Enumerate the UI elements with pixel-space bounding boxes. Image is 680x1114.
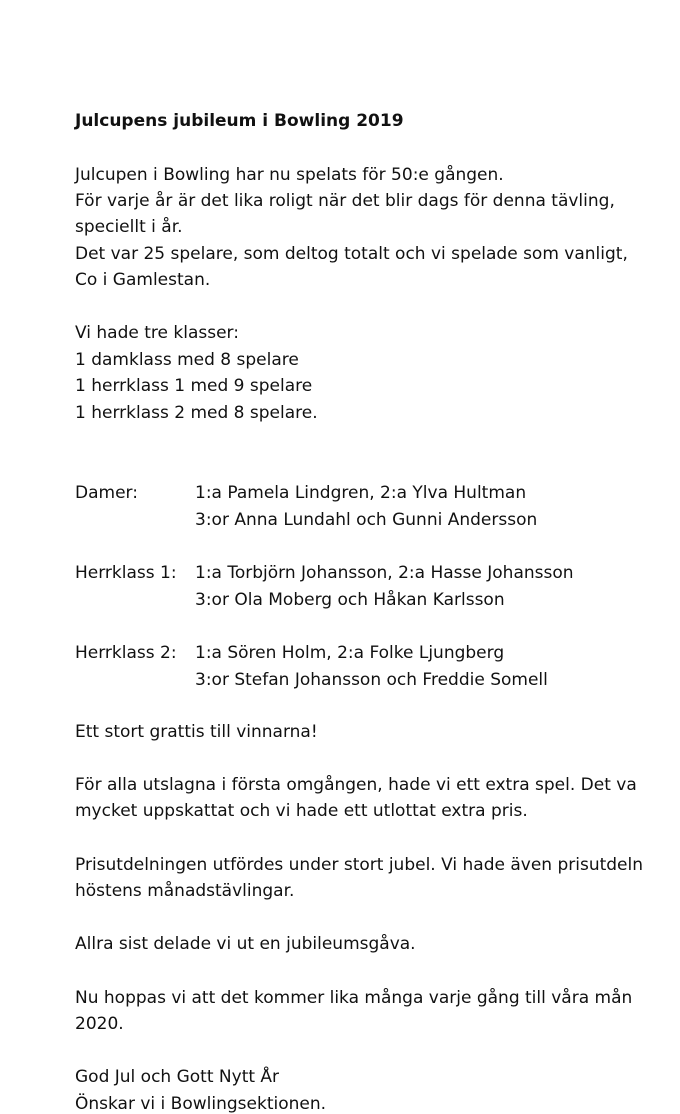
result-damer-second: 3:or Anna Lundahl och Gunni Andersson (195, 510, 538, 530)
extra-game-line-1: För alla utslagna i första omgången, hade vi ett extra spel. Det va (75, 775, 637, 795)
class-line-1: 1 damklass med 8 spelare (75, 350, 299, 370)
result-label-herrklass-2: Herrklass 2: (75, 643, 177, 663)
result-damer-first: 1:a Pamela Lindgren, 2:a Ylva Hultman (195, 483, 527, 503)
intro-line-4: Det var 25 spelare, som deltog totalt och vi spelade som vanligt, (75, 244, 628, 264)
result-herrklass-1-first: 1:a Torbjörn Johansson, 2:a Hasse Johansson (195, 563, 574, 583)
intro-line-3: speciellt i år. (75, 217, 183, 237)
result-herrklass-1-second: 3:or Ola Moberg och Håkan Karlsson (195, 590, 505, 610)
intro-line-2: För varje år är det lika roligt när det blir dags för denna tävling, (75, 191, 615, 211)
document-title: Julcupens jubileum i Bowling 2019 (75, 111, 404, 131)
intro-line-1: Julcupen i Bowling har nu spelats för 50:e gången. (75, 165, 504, 185)
result-herrklass-2-first: 1:a Sören Holm, 2:a Folke Ljungberg (195, 643, 505, 663)
class-line-2: 1 herrklass 1 med 9 spelare (75, 376, 313, 396)
class-line-3: 1 herrklass 2 med 8 spelare. (75, 403, 318, 423)
intro-line-5: Co i Gamlestan. (75, 270, 211, 290)
hope-line-1: Nu hoppas vi att det kommer lika många varje gång till våra mån (75, 988, 633, 1008)
closing-line-2: Önskar vi i Bowlingsektionen. (75, 1094, 327, 1114)
gift-line: Allra sist delade vi ut en jubileumsgåva. (75, 934, 416, 954)
hope-line-2: 2020. (75, 1014, 124, 1034)
prize-line-1: Prisutdelningen utfördes under stort jubel. Vi hade även prisutdeln (75, 855, 644, 875)
prize-line-2: höstens månadstävlingar. (75, 881, 295, 901)
closing-line-1: God Jul och Gott Nytt År (75, 1067, 280, 1087)
congrats-line: Ett stort grattis till vinnarna! (75, 722, 318, 742)
extra-game-line-2: mycket uppskattat och vi hade ett utlottat extra pris. (75, 801, 528, 821)
classes-heading: Vi hade tre klasser: (75, 323, 239, 343)
result-label-herrklass-1: Herrklass 1: (75, 563, 177, 583)
result-herrklass-2-second: 3:or Stefan Johansson och Freddie Somell (195, 670, 548, 690)
result-label-damer: Damer: (75, 483, 138, 503)
